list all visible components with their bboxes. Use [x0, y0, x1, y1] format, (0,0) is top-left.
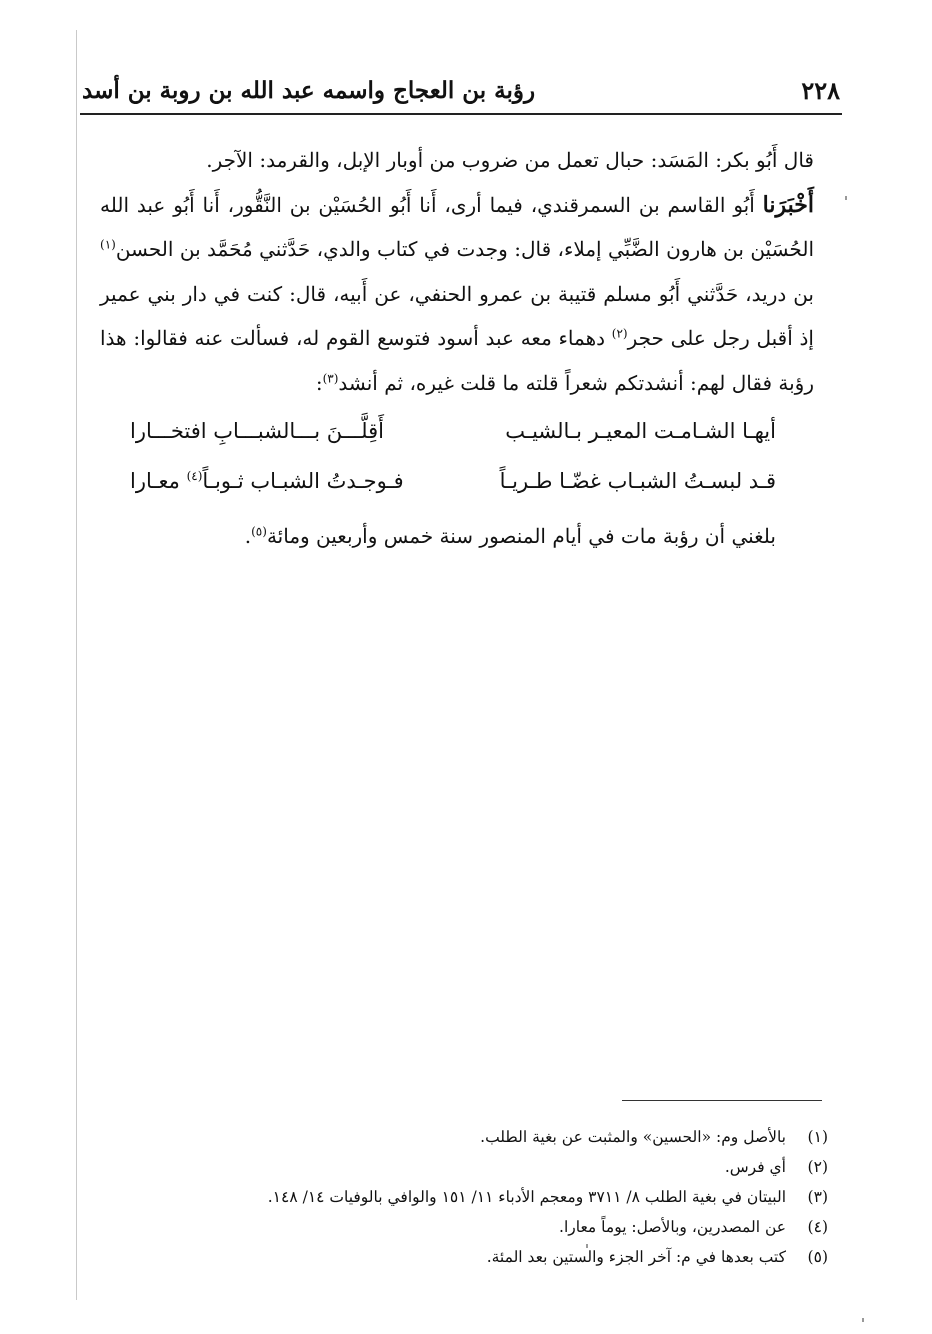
paragraph-2: [100, 183, 814, 406]
verse-line: [130, 460, 776, 502]
footnote: [150, 1242, 828, 1272]
footnote-separator: [622, 1100, 822, 1101]
footnote-text: البيتان في بغية الطلب ٨/ ٣٧١١ ومعجم الأدباء ١١/ ١٥١ والوافي بالوفيات ١٤/ ١٤٨.: [267, 1188, 786, 1206]
footnote: [150, 1212, 828, 1242]
footnotes: [150, 1122, 828, 1272]
footnote-ref: (٣): [322, 370, 339, 385]
footnote-text: عن المصدرين، وبالأصل: يوماً معارا.: [559, 1218, 786, 1236]
verse-second-hemistich: أَقِلَّـــنَ بـــالشبـــابِ افتخـــارا: [130, 419, 385, 443]
footnote-ref: (١): [100, 237, 116, 252]
footnote-number: (٢): [807, 1158, 828, 1176]
verse-second-hemistich: [130, 469, 404, 493]
footnote-text: بالأصل وم: «الحسين» والمثبت عن بغية الطلب.: [480, 1128, 786, 1146]
footnote: [150, 1122, 828, 1152]
page-header: [82, 72, 840, 108]
scan-speck: [845, 196, 847, 200]
footnote-ref: (٤): [186, 469, 203, 483]
main-text: [100, 138, 814, 405]
footnote-ref: (٢): [611, 326, 628, 341]
paragraph-text: أَبُو القاسم بن السمرقندي، فيما أرى، أَنا أَبُو الحُسَيْن بن النَّقُّور، أَنا أَبُو عبد الله الحُسَيْن بن هارون الضَّبِّي إملاء، قال: وجدت في كتاب والدي، حَدَّثني مُحَمَّد بن الحسن: [100, 192, 814, 261]
header-rule: [80, 113, 842, 115]
scan-speck: [862, 1318, 864, 1322]
scan-margin-line: [76, 30, 77, 1300]
paragraph-text: :: [315, 370, 323, 395]
closing-text: بلغني أن رؤبة مات في أيام المنصور سنة خمس وأربعين ومائة: [266, 524, 776, 548]
running-title: رؤبة بن العجاج واسمه عبد الله بن روبة بن أسد: [82, 76, 536, 104]
closing-sentence: [100, 516, 776, 556]
scan-speck: [586, 1244, 588, 1248]
footnote-text: كتب بعدها في م: آخر الجزء والستين بعد المئة.: [486, 1248, 786, 1266]
verse-first-hemistich: أيهـا الشـامـت المعيـر بـالشيـب: [505, 419, 776, 443]
footnote: [150, 1152, 828, 1182]
footnote-number: (٣): [807, 1188, 828, 1206]
verse-text: معـارا: [130, 469, 187, 493]
verse-line: [130, 410, 776, 452]
paragraph-1: قال أَبُو بكر: المَسَد: حبال تعمل من ضروب من أوبار الإبل، والقرمد: الآجر.: [206, 148, 814, 172]
verse-first-hemistich: قـد لبسـتُ الشبـاب غضّـا طـريـاً: [499, 469, 776, 493]
closing-period: .: [244, 524, 252, 548]
verse-text: فـوجـدتُ الشبـاب ثـوبـاً: [202, 469, 404, 493]
page-number: ٢٢٨: [801, 75, 840, 105]
footnote-number: (١): [807, 1128, 828, 1146]
footnote-text: أي فرس.: [724, 1158, 786, 1176]
paragraph-text: بن دريد، حَدَّثني أَبُو مسلم قتيبة بن عمرو الحنفي، عن أَبيه، قال: كنت في دار بني عمير إذ أقبل رجل على حجر: [100, 281, 814, 350]
footnote-ref: (٥): [251, 524, 267, 539]
footnote-number: (٥): [807, 1248, 828, 1266]
footnote: [150, 1182, 828, 1212]
paragraph-lead-word: أَخْبَرَنا: [762, 191, 814, 218]
footnote-number: (٤): [807, 1218, 828, 1236]
paragraph-text: دهماء معه عبد أسود فتوسع القوم له، فسألت عنه فقالوا: هذا رؤبة فقال لهم: أنشدتكم شعراً قلته ما قلت غيره، ثم أنشد: [100, 326, 814, 395]
